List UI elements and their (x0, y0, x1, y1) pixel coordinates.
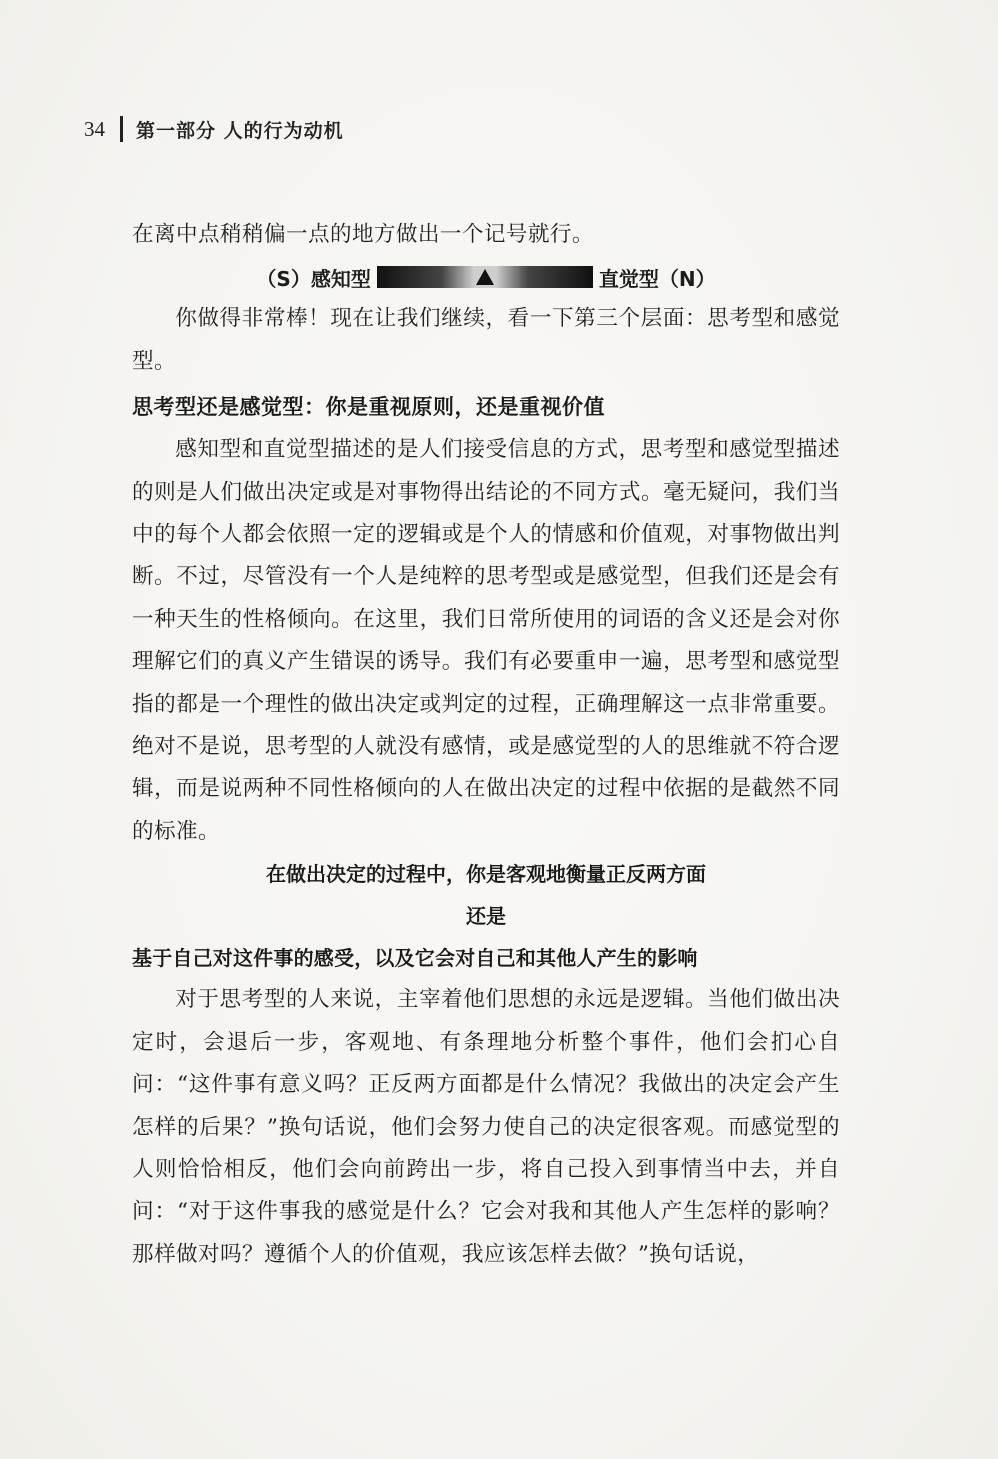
running-header (84, 112, 344, 146)
scale-left-label: （S）感知型 (256, 266, 371, 291)
header-divider (120, 116, 123, 142)
chapter-title: 第一部分 人的行为动机 (136, 119, 344, 142)
midpoint-triangle-icon (476, 269, 494, 285)
page-number: 34 (84, 116, 105, 141)
intro-line: 在离中点稍稍偏一点的地方做出一个记号就行。 (132, 222, 594, 247)
paragraph-1: 你做得非常棒！现在让我们继续，看一下第三个层面：思考型和感觉型。 (132, 306, 840, 374)
page-content (132, 214, 840, 1276)
scale-gradient-bar (377, 266, 593, 288)
paragraph-3: 对于思考型的人来说，主宰着他们思想的永远是逻辑。当他们做出决定时，会退后一步，客观地、有条理地分析整个事件，他们会扪心自问：“这件事有意义吗？正反两方面都是什么情况？我做出的决定会产生怎样的后果？”换句话说，他们会努力使自己的决定很客观。而感觉型的人则恰恰相反，他们会向前跨出一步，将自己投入到事情当中去，并自问：“对于这件事我的感觉是什么？它会对我和其他人产生怎样的影响？那样做对吗？遵循个人的价值观，我应该怎样去做？”换句话说， (132, 987, 840, 1267)
preference-scale (132, 256, 840, 298)
question-line-3: 基于自己对这件事的感受，以及它会对自己和其他人产生的影响 (132, 946, 698, 971)
question-line-1: 在做出决定的过程中，你是客观地衡量正反两方面 (266, 862, 706, 887)
paragraph-2: 感知型和直觉型描述的是人们接受信息的方式，思考型和感觉型描述的则是人们做出决定或是对事物得出结论的不同方式。毫无疑问，我们当中的每个人都会依照一定的逻辑或是个人的情感和价值观，对事物做出判断。不过，尽管没有一个人是纯粹的思考型或是感觉型，但我们还是会有一种天生的性格倾向。在这里，我们日常所使用的词语的含义还是会对你理解它们的真义产生错误的诱导。我们有必要重申一遍，思考型和感觉型指的都是一个理性的做出决定或判定的过程，正确理解这一点非常重要。绝对不是说，思考型的人就没有感情，或是感觉型的人的思维就不符合逻辑，而是说两种不同性格倾向的人在做出决定的过程中依据的是截然不同的标准。 (132, 437, 840, 844)
question-line-2: 还是 (466, 904, 506, 929)
section-heading: 思考型还是感觉型：你是重视原则，还是重视价值 (132, 395, 605, 420)
scale-right-label: 直觉型（N） (598, 266, 716, 291)
